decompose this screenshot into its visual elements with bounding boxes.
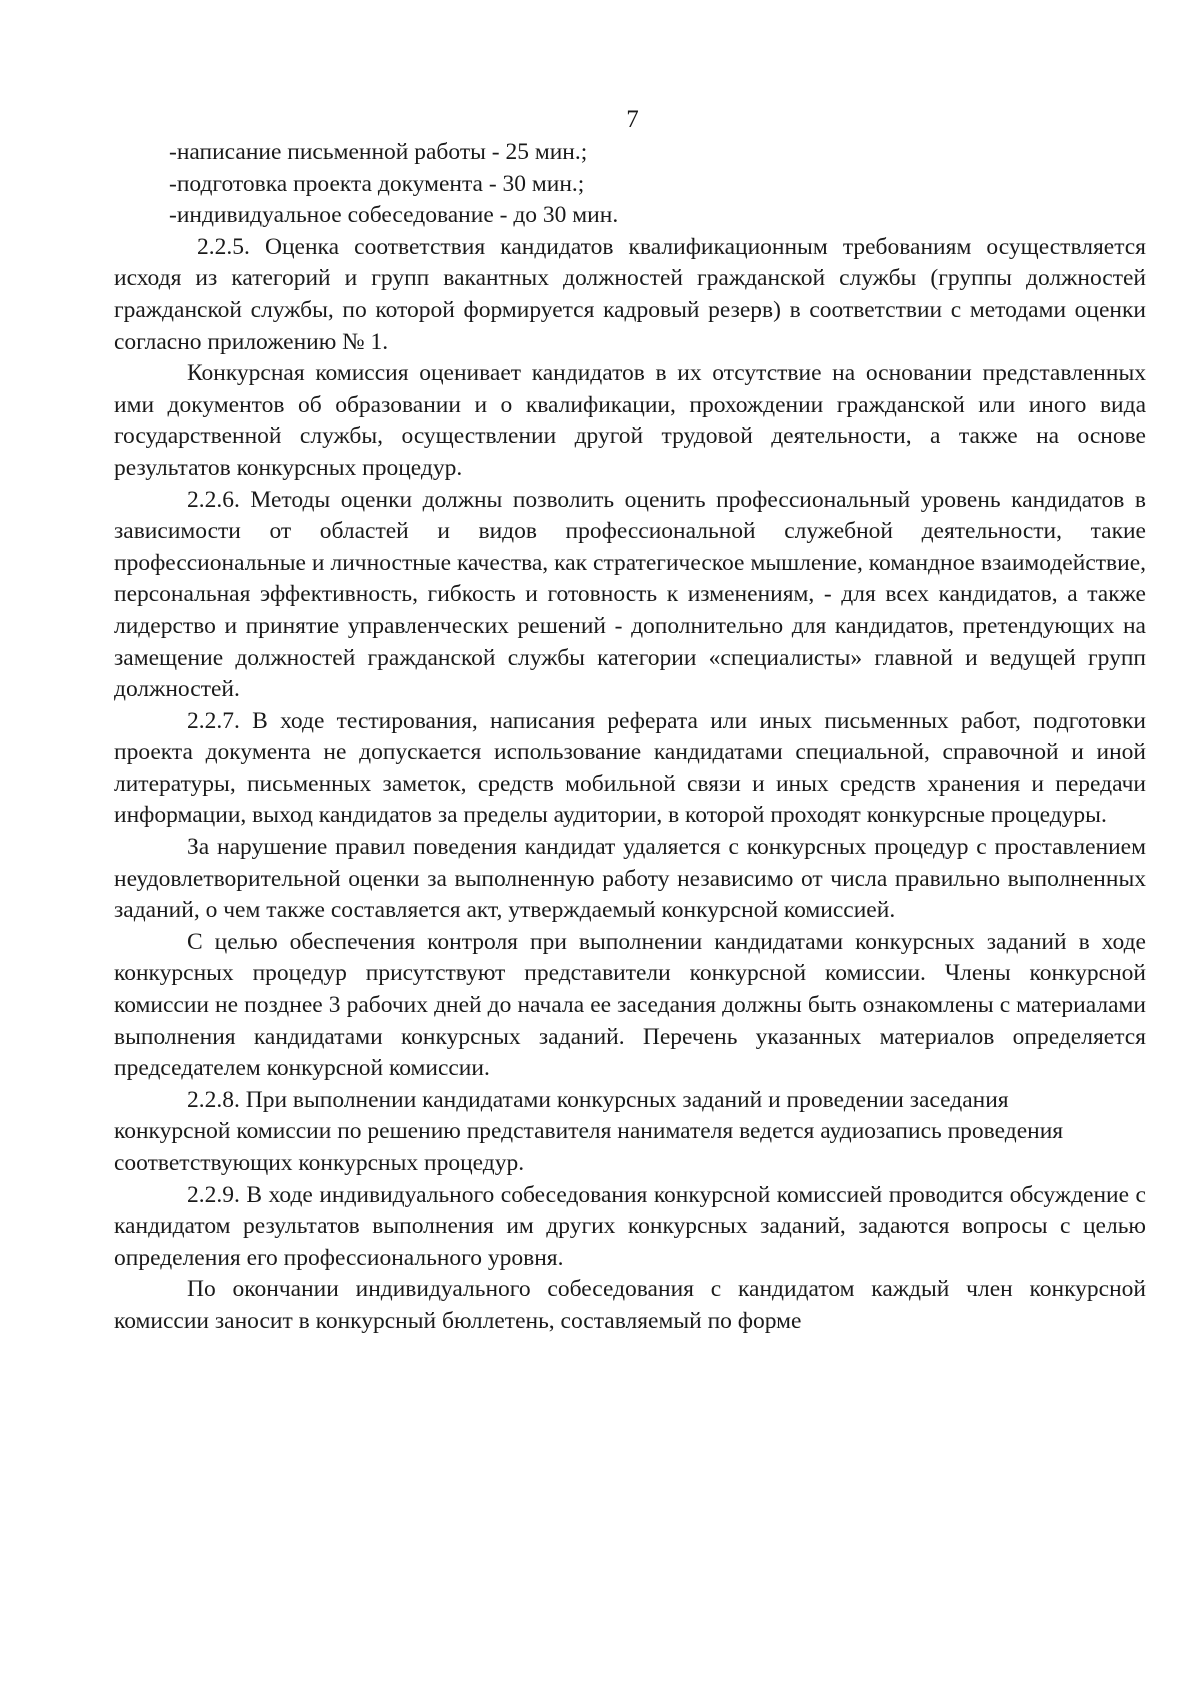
paragraph-commission-evaluation: Конкурсная комиссия оценивает кандидатов в их отсутствие на основании представленных ими документов об образовании и о квалификации, прохождении гражданской или иного вида государственной службы, осуществлении другой трудовой деятельности, а также на основе результатов конкурсных процедур.	[114, 360, 1146, 481]
paragraph-2-2-9: 2.2.9. В ходе индивидуального собеседования конкурсной комиссией проводится обсуждение с кандидатом результатов выполнения им других конкурсных заданий, задаются вопросы с целью определения его профессионального уровня.	[114, 1181, 1146, 1271]
paragraph-2-2-5: 2.2.5. Оценка соответствия кандидатов квалификационным требованиям осуществляется исходя из категорий и групп вакантных должностей гражданской службы (группы должностей гражданской службы, по которой формируется кадровый резерв) в соответствии с методами оценки согласно приложению № 1.	[114, 233, 1146, 355]
paragraph-2-2-8-continued: конкурсной комиссии по решению представителя нанимателя ведется аудиозапись проведения соответствующих конкурсных процедур.	[114, 1118, 1064, 1176]
paragraph-2-2-7: 2.2.7. В ходе тестирования, написания реферата или иных письменных работ, подготовки проекта документа не допускается использование кандидатами специальной, справочной и иной литературы, письменных заметок, средств мобильной связи и иных средств хранения и передачи информации, выход кандидатов за пределы аудитории, в которой проходят конкурсные процедуры.	[114, 707, 1146, 829]
document-body	[114, 137, 1146, 1338]
list-item: -индивидуальное собеседование - до 30 мин.	[169, 202, 619, 229]
paragraph-2-2-8: 2.2.8. При выполнении кандидатами конкурсных заданий и проведении заседания	[187, 1086, 1009, 1113]
paragraph-control: С целью обеспечения контроля при выполнении кандидатами конкурсных заданий в ходе конкурсных процедур присутствуют представители конкурсной комиссии. Члены конкурсной комиссии не позднее 3 рабочих дней до начала ее заседания должны быть ознакомлены с материалами выполнения кандидатами конкурсных заданий. Перечень указанных материалов определяется председателем конкурсной комиссии.	[114, 928, 1146, 1082]
list-item: -написание письменной работы - 25 мин.;	[169, 139, 588, 165]
paragraph-interview-end: По окончании индивидуального собеседования с кандидатом каждый член конкурсной комиссии заносит в конкурсный бюллетень, составляемый по форме	[114, 1276, 1146, 1334]
list-item: -подготовка проекта документа - 30 мин.;	[169, 170, 585, 197]
paragraph-2-2-6: 2.2.6. Методы оценки должны позволить оценить профессиональный уровень кандидатов в зависимости от областей и видов профессиональной служебной деятельности, такие профессиональные и личностные качества, как стратегическое мышление, командное взаимодействие, персональная эффективность, гибкость и готовность к изменениям, - для всех кандидатов, а также лидерство и принятие управленческих решений - дополнительно для кандидатов, претендующих на замещение должностей гражданской службы категории «специалисты» главной и ведущей групп должностей.	[114, 486, 1146, 703]
paragraph-violation: За нарушение правил поведения кандидат удаляется с конкурсных процедур с проставлением неудовлетворительной оценки за выполненную работу независимо от числа правильно выполненных заданий, о чем также составляется акт, утверждаемый конкурсной комиссией.	[114, 834, 1146, 924]
page-number: 7	[626, 106, 639, 133]
